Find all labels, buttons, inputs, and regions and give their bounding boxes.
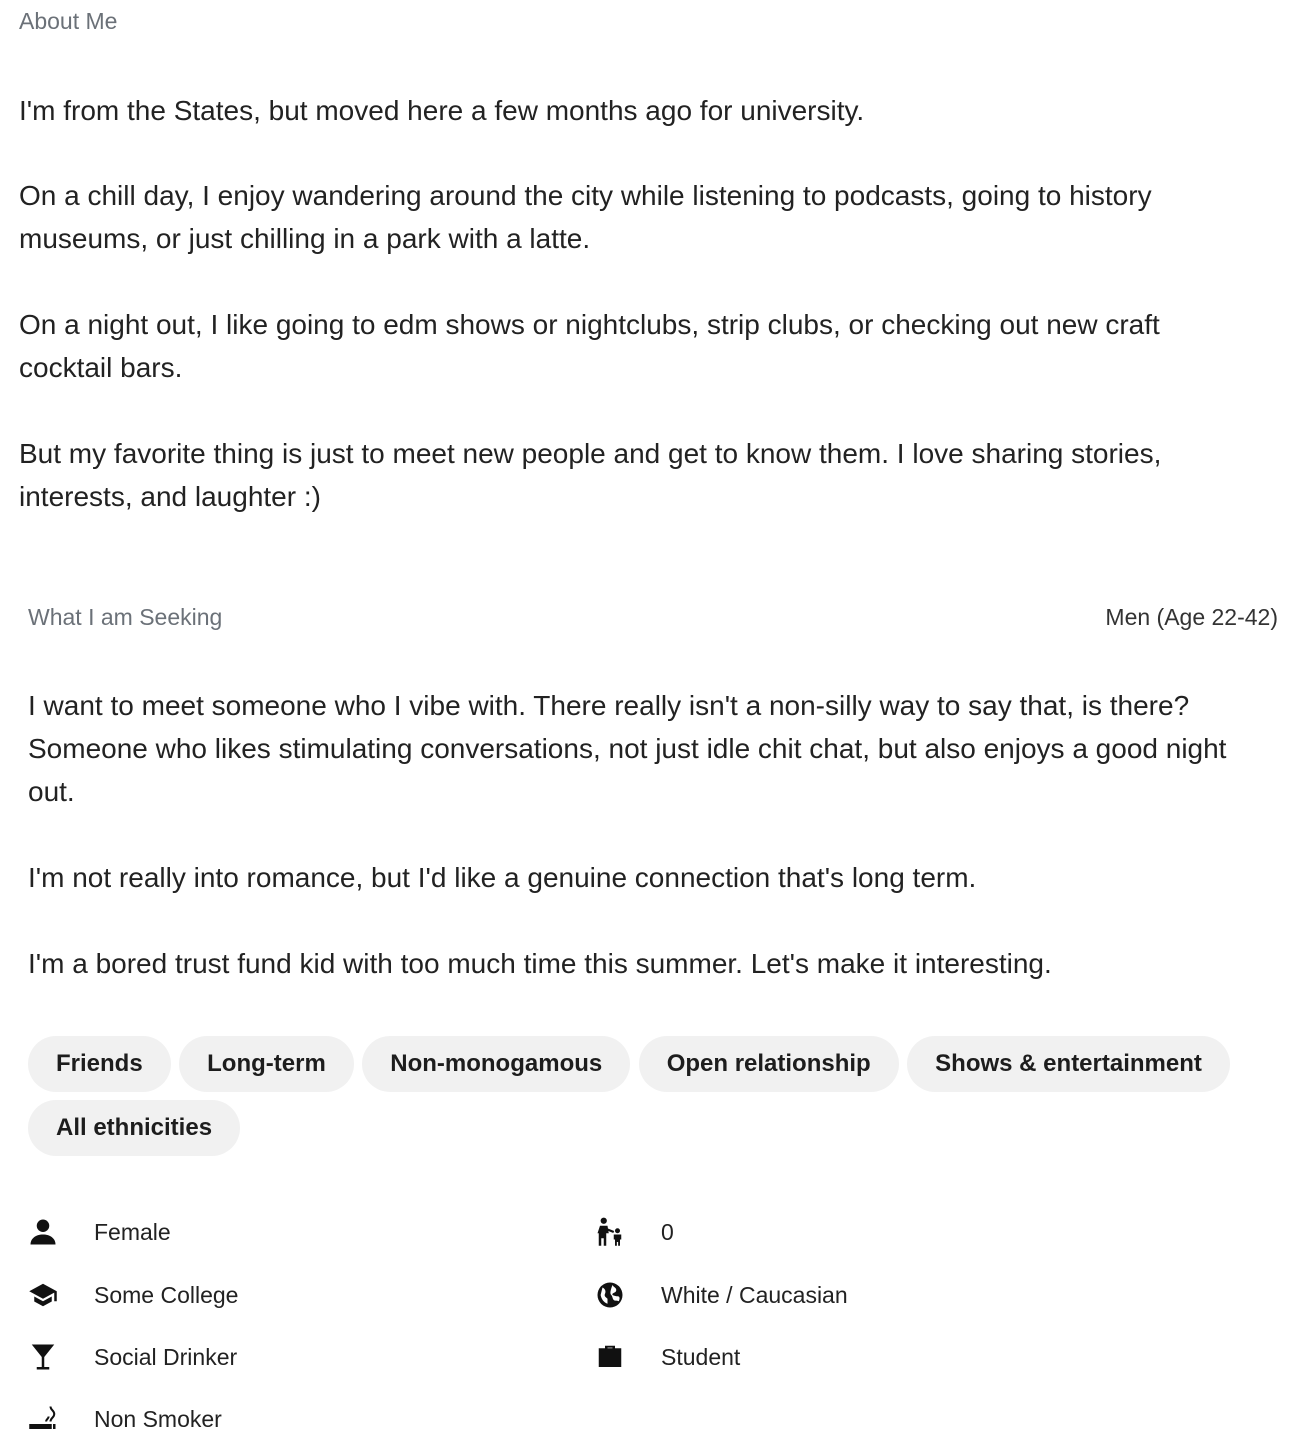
- globe-icon: [595, 1280, 625, 1310]
- about-paragraph-4: But my favorite thing is just to meet new people and get to know them. I love sharing stories, interests, and laughter :): [19, 438, 1162, 512]
- attr-smoking-value: Non Smoker: [94, 1405, 222, 1432]
- briefcase-icon: [595, 1342, 625, 1372]
- attr-occupation-value: Student: [661, 1343, 741, 1370]
- seeking-paragraph-2: I'm not really into romance, but I'd like a genuine connection that's long term.: [28, 862, 977, 893]
- smoking-icon: [28, 1404, 58, 1434]
- attr-ethnicity-value: White / Caucasian: [661, 1281, 848, 1308]
- attr-gender-value: Female: [94, 1218, 171, 1245]
- attr-drinking: [28, 1342, 237, 1372]
- tag-non-monogamous: Non-monogamous: [362, 1036, 630, 1092]
- tag-shows-entertainment: Shows & entertainment: [907, 1036, 1230, 1092]
- about-paragraph-2: On a chill day, I enjoy wandering around the city while listening to podcasts, going to history museums, or just chilling in a park with a latte.: [19, 180, 1152, 254]
- about-paragraph-1: I'm from the States, but moved here a few months ago for university.: [19, 95, 865, 126]
- seeking-paragraph-1: I want to meet someone who I vibe with. There really isn't a non-silly way to say that, is there? Someone who likes stimulating conversations, not just idle chit chat, but also enjoys a good night out.: [28, 690, 1227, 807]
- attr-ethnicity: [595, 1280, 848, 1310]
- graduation-cap-icon: [28, 1280, 58, 1310]
- attr-drinking-value: Social Drinker: [94, 1343, 238, 1370]
- about-me-label: About Me: [19, 8, 118, 34]
- attr-gender: [28, 1217, 171, 1247]
- about-paragraph-3: On a night out, I like going to edm shows or nightclubs, strip clubs, or checking out new craft cocktail bars.: [19, 309, 1160, 383]
- attr-education: [28, 1280, 238, 1310]
- attr-occupation: [595, 1342, 740, 1372]
- tag-long-term: Long-term: [179, 1036, 354, 1092]
- parent-child-icon: [595, 1217, 625, 1247]
- person-icon: [28, 1217, 58, 1247]
- cocktail-glass-icon: [28, 1342, 58, 1372]
- tag-all-ethnicities: All ethnicities: [28, 1100, 240, 1156]
- interest-tags: [28, 1036, 1268, 1164]
- tag-open-relationship: Open relationship: [639, 1036, 899, 1092]
- seeking-paragraph-3: I'm a bored trust fund kid with too much time this summer. Let's make it interesting.: [28, 948, 1052, 979]
- attr-education-value: Some College: [94, 1281, 239, 1308]
- seeking-label: What I am Seeking: [28, 604, 223, 630]
- seeking-target: Men (Age 22-42): [1105, 604, 1278, 630]
- attr-smoking: [28, 1404, 222, 1434]
- tag-friends: Friends: [28, 1036, 171, 1092]
- attr-children-value: 0: [661, 1218, 674, 1245]
- attr-children: [595, 1217, 674, 1247]
